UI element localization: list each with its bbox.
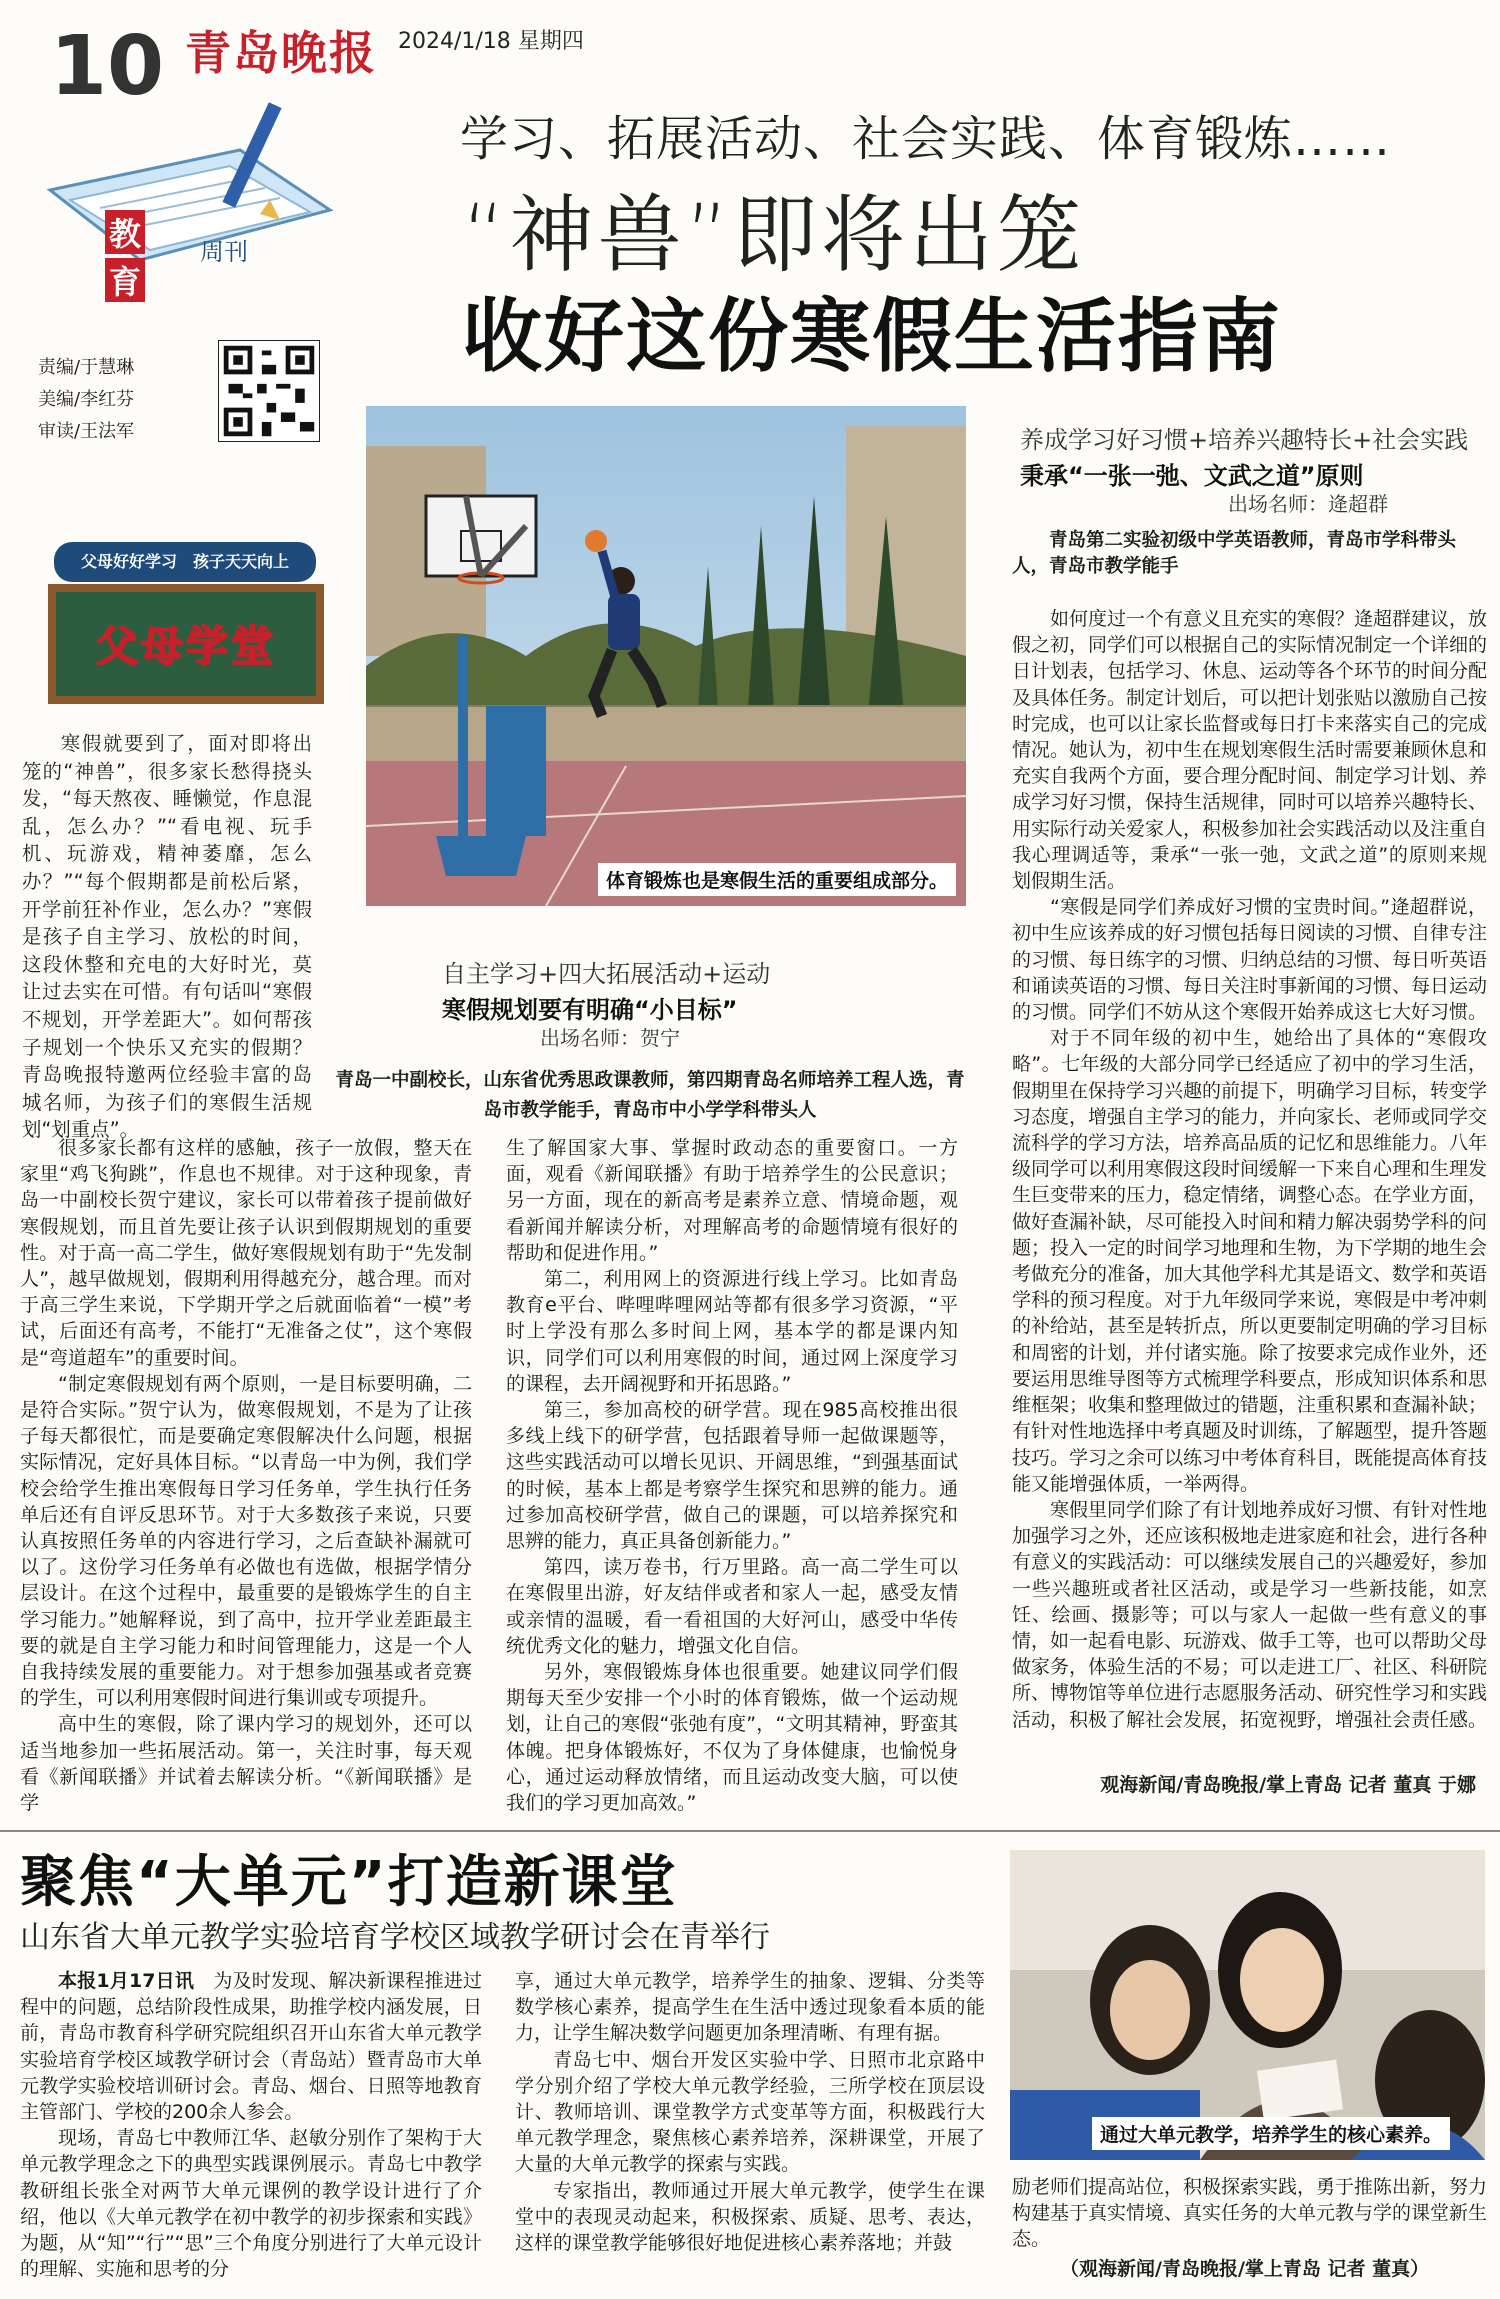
badge-slogan: 父母好好学习 孩子天天向上 bbox=[54, 542, 316, 582]
article-subtitle: 山东省大单元教学实验培育学校区域教学研讨会在青举行 bbox=[20, 1920, 770, 1955]
paragraph: 生了解国家大事、掌握时政动态的重要窗口。一方面，观看《新闻联播》有助于培养学生的公民意识；另一方面，现在的新高考是素养立意、情境命题，观看新闻并解读分析，对理解高考的命题情境有很好的帮助和促进作用。” bbox=[506, 1137, 958, 1264]
article-column bbox=[20, 1135, 472, 1816]
teacher-name: 出场名师：逄超群 bbox=[1228, 492, 1388, 516]
byline: （观海新闻/青岛晚报/掌上青岛 记者 董真） bbox=[1060, 2258, 1430, 2280]
classroom-photo bbox=[1010, 1850, 1485, 2160]
headline-main: “神兽”即将出笼 bbox=[462, 186, 1086, 284]
paragraph: 第三，参加高校的研学营。现在985高校推出很多线上线下的研学营，包括跟着导师一起做课题等，这些实践活动可以增长见识、开阔思维，“到强基面试的时候，基本上都是考察学生探究和思辨的能力。通过参加高校研学营，做自己的课题，可以培养探究和思辨的能力，真正具备创新能力。” bbox=[506, 1399, 958, 1553]
paragraph: 寒假里同学们除了有计划地养成好习惯、有针对性地加强学习之外，还应该积极地走进家庭和社会，进行各种有意义的实践活动：可以继续发展自己的兴趣爱好，参加一些兴趣班或者社区活动，或是学习一些新技能，如烹饪、绘画、摄影等；可以与家人一起做一些有意义的事情，如一起看电影、玩游戏、做手工等，也可以帮助父母做家务，体验生活的不易；可以走进工厂、社区、科研院所、博物馆等单位进行志愿服务活动、研究性学习和实践活动，积极了解社会发展，拓宽视野，增强社会责任感。 bbox=[1012, 1498, 1488, 1731]
paragraph: 高中生的寒假，除了课内学习的规划外，还可以适当地参加一些拓展活动。第一，关注时事，每天观看《新闻联播》并试着去解读分析。“《新闻联播》是学 bbox=[20, 1713, 472, 1815]
credit-line: 审读/王法军 bbox=[38, 421, 135, 442]
dateline bbox=[398, 24, 584, 55]
byline: 观海新闻/青岛晚报/掌上青岛 记者 董真 于娜 bbox=[1100, 1774, 1476, 1796]
paragraph: 专家指出，教师通过开展大单元教学，使学生在课堂中的表现灵动起来，积极探索、质疑、思考、表达，这样的课堂教学能够很好地促进核心素养落地；并鼓 bbox=[515, 2179, 985, 2255]
intro-paragraph: 寒假就要到了，面对即将出笼的“神兽”，很多家长愁得挠头发，“每天熬夜、睡懒觉，作息混乱，怎么办？”“看电视、玩手机、玩游戏，精神萎靡，怎么办？”“每个假期都是前松后紧，开学前狂补作业，怎么办？”寒假是孩子自主学习、放松的时间，这段休整和充电的大好时光，莫让过去实在可惜。有句话叫“寒假不规划，开学差距大”。如何帮孩子规划一个快乐又充实的假期？青岛晚报特邀两位经验丰富的岛城名师，为孩子们的寒假生活规划“划重点”。 bbox=[22, 732, 312, 1142]
parents-class-badge bbox=[36, 530, 326, 710]
weekday: 星期四 bbox=[517, 29, 584, 54]
paragraph: 另外，寒假锻炼身体也很重要。她建议同学们假期每天至少安排一个小时的体育锻炼，做一个运动规划，让自己的寒假“张弛有度”，“文明其精神，野蛮其体魄。把身体锻炼好，不仅为了身体健康，也愉悦身心，通过运动释放情绪，而且运动改变大脑，可以使我们的学习更加高效。” bbox=[506, 1661, 958, 1815]
paragraph bbox=[20, 1968, 482, 2125]
badge-title: 父母学堂 bbox=[95, 622, 276, 671]
teacher-name: 出场名师：贺宁 bbox=[540, 1026, 680, 1050]
paragraph: 对于不同年级的初中生，她给出了具体的“寒假攻略”。七年级的大部分同学已经适应了初中的学习生活，假期里在保持学习兴趣的前提下，明确学习目标，转变学习态度，增强自主学习的能力，并向家长、老师或同学交流科学的学习方法，培养高品质的记忆和思维能力。八年级同学可以利用寒假这段时间缓解一下来自心理和生理发生巨变带来的压力，稳定情绪，调整心态。在学业方面，做好查漏补缺，尽可能投入时间和精力解决弱势学科的问题；投入一定的时间学习地理和生物，为下学期的地生会考做充分的准备，加大其他学科尤其是语文、数学和英语学科的预习程度。对于九年级同学来说，寒假是中考冲刺的补给站，甚至是转折点，所以更要制定明确的学习目标和周密的计划，并付诸实施。除了按要求完成作业外，还要运用思维导图等方式梳理学科要点，形成知识体系和思维框架；收集和整理做过的错题，注重积累和查漏补缺；有针对性地选择中考真题及时训练，了解题型，提升答题技巧。学习之余可以练习中考体育科目，既能提高体育技能又能增强体质，一举两得。 bbox=[1012, 1027, 1488, 1495]
photo-caption: 通过大单元教学，培养学生的核心素养。 bbox=[1092, 2117, 1450, 2150]
section-illustration bbox=[30, 90, 380, 340]
section-label: 周刊 bbox=[200, 238, 248, 266]
credit-line: 责编/于慧琳 bbox=[38, 357, 135, 378]
paragraph: 青岛七中、烟台开发区实验中学、日照市北京路中学分别介绍了学校大单元教学经验，三所学校在顶层设计、教师培训、课堂教学方式变革等方面，积极践行大单元教学理念，聚焦核心素养培养，深耕课堂，开展了大量的大单元教学的探索与实践。 bbox=[515, 2048, 985, 2176]
lead-text: 为及时发现、解决新课程推进过程中的问题，总结阶段性成果，助推学校内涵发展，日前，青岛市教育科学研究院组织召开山东省大单元教学实验培育学校区域教学研讨会（青岛站）暨青岛市大单元教学实验校培训研讨会。青岛、烟台、日照等地教育主管部门、学校的200余人参会。 bbox=[20, 1970, 482, 2124]
paragraph: 第二，利用网上的资源进行线上学习。比如青岛教育e平台、哔哩哔哩网站等都有很多学习资源，“平时上学没有那么多时间上网，基本学的都是课内知识，同学们可以利用寒假的时间，通过网上深度学习的课程，去开阔视野和开拓思路。” bbox=[506, 1268, 958, 1395]
newspaper-brand: 青岛晚报 bbox=[185, 26, 377, 80]
article-title: 聚焦“大单元”打造新课堂 bbox=[20, 1850, 678, 1915]
section-divider bbox=[0, 1830, 1500, 1832]
paragraph: 如何度过一个有意义且充实的寒假？逄超群建议，放假之初，同学们可以根据自己的实际情况制定一个详细的日计划表，包括学习、休息、运动等各个环节的时间分配及具体任务。制定计划后，可以把计划张贴以激励自己按时完成，也可以让家长监督或每日打卡来落实自己的完成情况。她认为，初中生在规划寒假生活时需要兼顾休息和充实自我两个方面，要合理分配时间、制定学习计划、养成学习好习惯，保持生活规律，同时可以培养兴趣特长、用实际行动关爱家人，积极参加社会实践活动以及注重自我心理调适等，秉承“一张一弛，文武之道”的原则来规划假期生活。 bbox=[1012, 608, 1488, 893]
article-column bbox=[20, 1968, 482, 2282]
article-title: 秉承“一张一弛、文武之道”原则 bbox=[1020, 462, 1364, 490]
paragraph: 第四，读万卷书，行万里路。高一高二学生可以在寒假里出游，好友结伴或者和家人一起，感受友情或亲情的温暖，看一看祖国的大好河山，感受中华传统优秀文化的魅力，增强文化自信。 bbox=[506, 1556, 958, 1657]
paragraph: 享，通过大单元教学，培养学生的抽象、逻辑、分类等数学核心素养，提高学生在生活中透过现象看本质的能力，让学生解决数学问题更加条理清晰、有理有据。 bbox=[515, 1970, 985, 2045]
paragraph: “制定寒假规划有两个原则，一是目标要明确，二是符合实际。”贺宁认为，做寒假规划，不是为了让孩子每天都很忙，而是要确定寒假解决什么问题，根据实际情况，定好具体目标。“以青岛一中为例，我们学校会给学生推出寒假每日学习任务单，学生执行任务单后还有自评反思环节。对于大多数孩子来说，只要认真按照任务单的内容进行学习，之后查缺补漏就可以了。这份学习任务单有必做也有选做，根据学情分层设计。在这个过程中，最重要的是锻炼学生的自主学习能力。”她解释说，到了高中，拉开学业差距最主要的就是自主学习能力和时间管理能力，这是一个人自我持续发展的重要能力。对于想参加强基或者竞赛的学生，可以利用寒假时间进行集训或专项提升。 bbox=[20, 1372, 472, 1710]
article-column bbox=[515, 1968, 985, 2256]
date: 2024/1/18 bbox=[398, 29, 511, 54]
headline-sub: 收好这份寒假生活指南 bbox=[462, 290, 1282, 383]
teacher-bio: 青岛第二实验初级中学英语教师，青岛市学科带头人，青岛市教学能手 bbox=[1012, 530, 1457, 577]
paragraph: “寒假是同学们养成好习惯的宝贵时间。”逄超群说，初中生应该养成的好习惯包括每日阅读的习惯、自律专注的习惯、每日练字的习惯、归纳总结的习惯、每日听英语和诵读英语的习惯、每日关注时事新闻的习惯、每日运动的习惯。同学们不妨从这个寒假开始养成这七大好习惯。 bbox=[1012, 896, 1488, 1024]
headline-kicker: 学习、拓展活动、社会实践、体育锻炼…… bbox=[460, 111, 1392, 167]
chalkboard bbox=[48, 584, 324, 704]
article-column bbox=[1012, 606, 1487, 1733]
editor-credits bbox=[38, 352, 134, 448]
article-column bbox=[1012, 2174, 1487, 2253]
intro-text bbox=[22, 730, 312, 1144]
article-kicker: 养成学习好习惯+培养兴趣特长+社会实践 bbox=[1020, 426, 1469, 454]
paragraph: 励老师们提高站位，积极探索实践，勇于推陈出新，努力构建基于真实情境、真实任务的大单元教与学的课堂新生态。 bbox=[1012, 2176, 1488, 2251]
basketball-scene-image bbox=[366, 406, 966, 906]
credit-line: 美编/李红芬 bbox=[38, 389, 135, 410]
dateline-lead: 本报1月17日讯 bbox=[58, 1970, 195, 1992]
photo-caption: 体育锻炼也是寒假生活的重要组成部分。 bbox=[598, 863, 956, 896]
paragraph: 现场，青岛七中教师江华、赵敏分别作了架构于大单元教学理念之下的典型实践课例展示。青岛七中教学教研组长张全对两节大单元课例的教学设计进行了介绍，他以《大单元教学在初中教学的初步探索和实践》为题，从“知”“行”“思”三个角度分别进行了大单元设计的理解、实施和思考的分 bbox=[20, 2127, 482, 2281]
qr-code-icon[interactable] bbox=[218, 340, 320, 442]
basketball-photo bbox=[366, 406, 966, 906]
page-number: 10 bbox=[50, 19, 165, 114]
section-char-1: 教 bbox=[108, 215, 142, 253]
article-title: 寒假规划要有明确“小目标” bbox=[442, 996, 738, 1024]
section-char-2: 育 bbox=[108, 263, 142, 301]
classroom-scene-image bbox=[1010, 1850, 1485, 2160]
article-kicker: 自主学习+四大拓展活动+运动 bbox=[442, 960, 771, 988]
paragraph: 很多家长都有这样的感触，孩子一放假，整天在家里“鸡飞狗跳”，作息也不规律。对于这种现象，青岛一中副校长贺宁建议，家长可以带着孩子提前做好寒假规划，而且首先要让孩子认识到假期规划的重要性。对于高一高二学生，做好寒假规划有助于“先发制人”，越早做规划，假期利用得越充分，越合理。而对于高三学生来说，下学期开学之后就面临着“一模”考试，后面还有高考，不能打“无准备之仗”，这个寒假是“弯道超车”的重要时间。 bbox=[20, 1137, 472, 1369]
article-column bbox=[506, 1135, 958, 1816]
teacher-bio: 青岛一中副校长，山东省优秀思政课教师，第四期青岛名师培养工程人选，青岛市教学能手，青岛市中小学学科带头人 bbox=[335, 1070, 965, 1121]
